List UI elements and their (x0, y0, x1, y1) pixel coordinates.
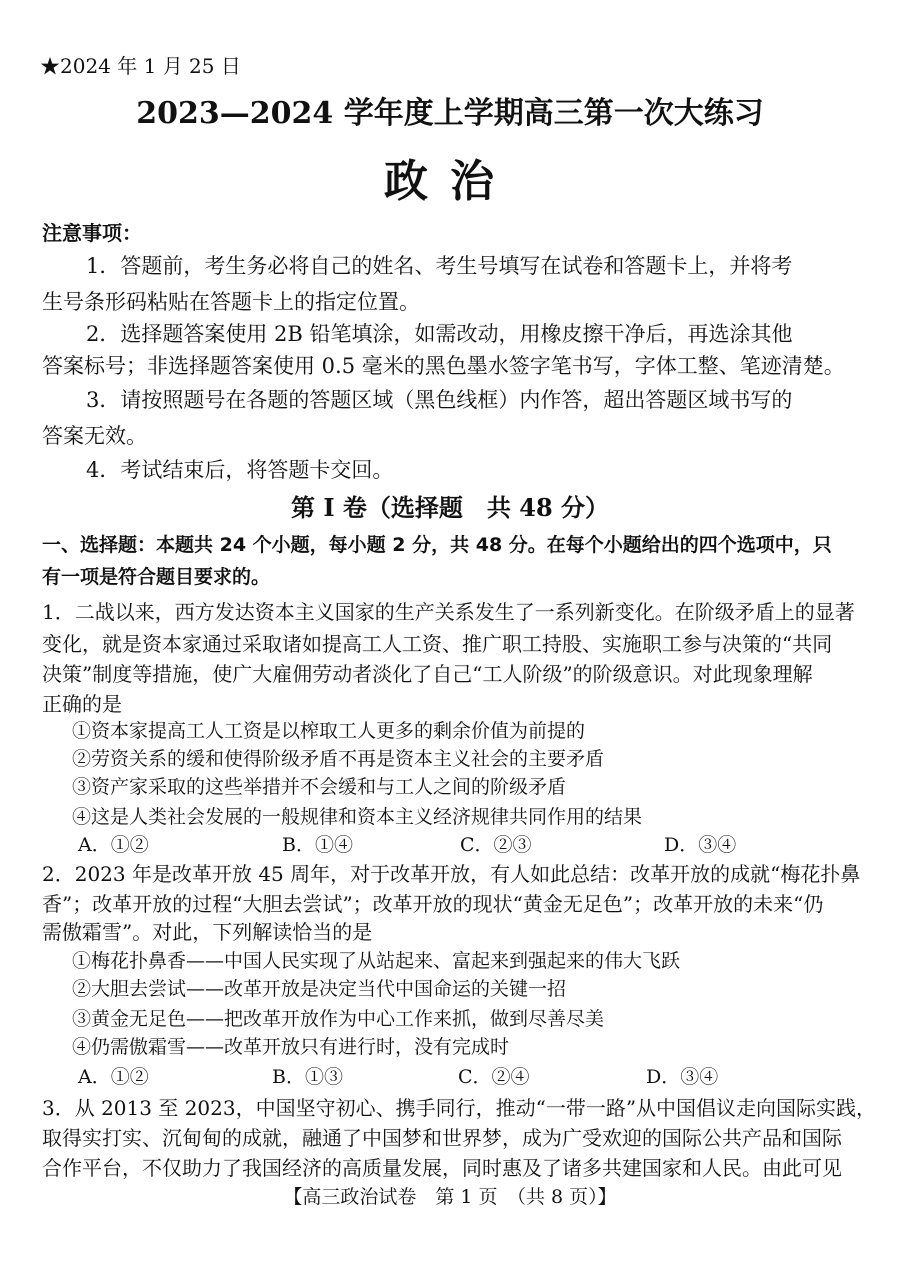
subject-title: 政治 (384, 156, 516, 207)
question-1-stem: 决策”制度等措施，使广大雇佣劳动者淡化了自己“工人阶级”的阶级意识。对此现象理解 (42, 662, 813, 686)
question-2-option: ①梅花扑鼻香——中国人民实现了从站起来、富起来到强起来的伟大飞跃 (72, 950, 681, 972)
notice-line: 生号条形码粘贴在答题卡上的指定位置。 (42, 290, 420, 314)
question-1-choice-d: D．③④ (664, 834, 737, 856)
notice-line: 答案无效。 (42, 424, 147, 448)
exam-date: ★2024 年 1 月 25 日 (40, 54, 241, 78)
page-footer: 【高三政治试卷 第 1 页 （共 8 页）】 (283, 1186, 617, 1208)
question-2-stem: 香”；改革开放的过程“大胆去尝试”；改革开放的现状“黄金无足色”；改革开放的未来“仍 (42, 892, 824, 916)
question-2-choice-d: D．③④ (646, 1066, 719, 1088)
question-1-choice-b: B．①④ (282, 834, 353, 856)
question-1-option: ④这是人类社会发展的一般规律和资本主义经济规律共同作用的结果 (72, 806, 643, 828)
question-3-stem: 取得实打实、沉甸甸的成就，融通了中国梦和世界梦，成为广受欢迎的国际公共产品和国际 (42, 1126, 842, 1150)
question-2-stem: 2．2023 年是改革开放 45 周年，对于改革开放，有人如此总结：改革开放的成就“梅花扑鼻 (42, 862, 861, 886)
question-1-stem: 1．二战以来，西方发达资本主义国家的生产关系发生了一系列新变化。在阶级矛盾上的显著 (42, 600, 855, 624)
question-2-option: ④仍需傲霜雪——改革开放只有进行时，没有完成时 (72, 1036, 510, 1058)
question-1-stem: 变化，就是资本家通过采取诸如提高工人工资、推广职工持股、实施职工参与决策的“共同 (42, 632, 833, 656)
question-2-option: ③黄金无足色——把改革开放作为中心工作来抓，做到尽善尽美 (72, 1008, 605, 1030)
notice-line: 答案标号；非选择题答案使用 0.5 毫米的黑色墨水签字笔书写，字体工整、笔迹清楚。 (42, 354, 845, 378)
notice-line: 3．请按照题号在各题的答题区域（黑色线框）内作答，超出答题区域书写的 (86, 388, 793, 412)
question-1-option: ③资产家采取的这些举措并不会缓和与工人之间的阶级矛盾 (72, 776, 567, 798)
question-1-stem: 正确的是 (42, 692, 122, 716)
question-1-choice-c: C．②③ (460, 834, 532, 856)
question-1-option: ①资本家提高工人工资是以榨取工人更多的剩余价值为前提的 (72, 720, 586, 742)
exam-title: 2023—2024 学年度上学期高三第一次大练习 (136, 96, 764, 131)
question-1-choice-a: A．①② (78, 834, 149, 856)
question-2-stem: 需傲霜雪”。对此，下列解读恰当的是 (42, 920, 373, 944)
question-3-stem: 3．从 2013 至 2023，中国坚守初心、携手同行，推动“一带一路”从中国倡议走向国际实践， (42, 1096, 877, 1120)
notice-heading: 注意事项： (42, 221, 142, 245)
question-2-choice-b: B．①③ (272, 1066, 343, 1088)
section-instruction: 有一项是符合题目要求的。 (42, 566, 271, 588)
question-1-option: ②劳资关系的缓和使得阶级矛盾不再是资本主义社会的主要矛盾 (72, 748, 605, 770)
notice-line: 4．考试结束后，将答题卡交回。 (86, 458, 394, 482)
notice-line: 1．答题前，考生务必将自己的姓名、考生号填写在试卷和答题卡上，并将考 (86, 254, 793, 278)
question-3-stem: 合作平台，不仅助力了我国经济的高质量发展，同时惠及了诸多共建国家和人民。由此可见 (42, 1156, 842, 1180)
section-instruction: 一、选择题：本题共 24 个小题，每小题 2 分，共 48 分。在每个小题给出的四个选项中，只 (42, 534, 832, 556)
question-2-choice-a: A．①② (78, 1066, 149, 1088)
question-2-option: ②大胆去尝试——改革开放是决定当代中国命运的关键一招 (72, 978, 567, 1000)
question-2-choice-c: C．②④ (458, 1066, 530, 1088)
notice-line: 2．选择题答案使用 2B 铅笔填涂，如需改动，用橡皮擦干净后，再选涂其他 (86, 322, 793, 346)
part-one-title: 第 I 卷（选择题 共 48 分） (290, 493, 610, 522)
